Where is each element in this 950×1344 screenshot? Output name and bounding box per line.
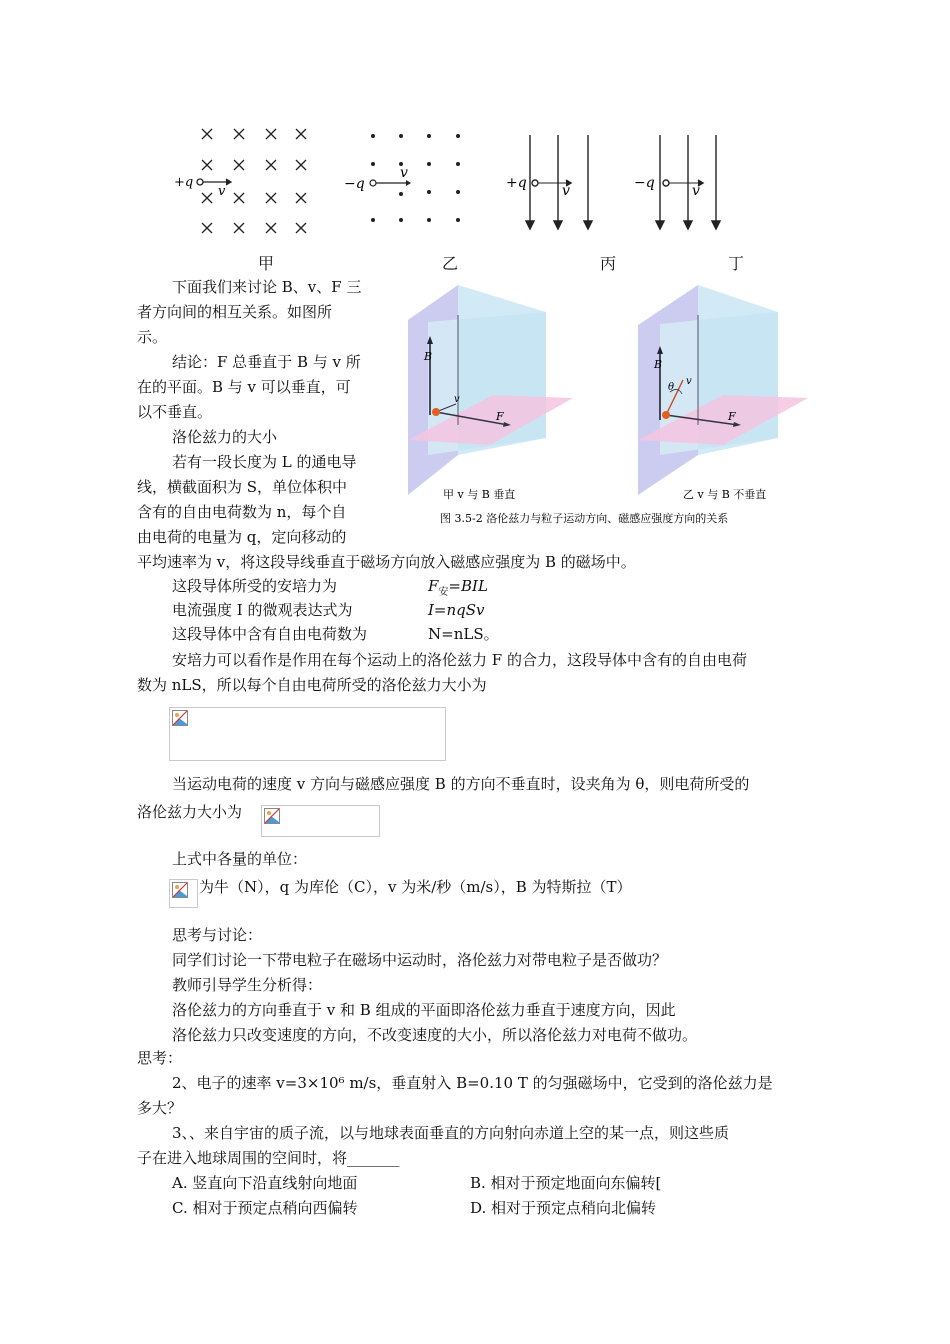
row-charges-value: N=nLS。: [428, 625, 499, 643]
para-4e: 平均速率为 v，将这段导线垂直于磁场方向放入磁感应强度为 B 的磁场中。: [137, 553, 636, 571]
svg-text:v: v: [400, 165, 408, 181]
para-13: 洛伦兹力只改变速度的方向，不改变速度的大小，所以洛伦兹力对电荷不做功。: [172, 1026, 698, 1044]
svg-text:v: v: [454, 394, 460, 405]
para-5b: 数为 nLS，所以每个自由电荷所受的洛伦兹力大小为: [137, 676, 487, 694]
caption-ding: 丁: [728, 254, 745, 273]
para-5a: 安培力可以看作是作用在每个运动上的洛伦兹力 F 的合力，这段导体中含有的自由电荷: [172, 651, 747, 669]
svg-text:v: v: [562, 183, 570, 199]
row-current-value: I=nqSv: [428, 601, 485, 619]
para-2b: 在的平面。B 与 v 可以垂直，可: [137, 378, 351, 396]
svg-text:θ: θ: [668, 382, 675, 393]
broken-image-icon: [172, 710, 188, 726]
para-4b: 线，横截面积为 S，单位体积中: [137, 478, 348, 496]
para-14: 思考：: [137, 1049, 183, 1067]
para-7: 上式中各量的单位：: [172, 850, 308, 868]
para-2c: 以不垂直。: [137, 403, 213, 421]
svg-text:B: B: [654, 358, 663, 371]
option-b: B. 相对于预定地面向东偏转[: [470, 1174, 662, 1192]
caption-right: 乙 v 与 B 不垂直: [683, 488, 767, 501]
para-4c: 含有的自由电荷数为 n，每个自: [137, 503, 347, 521]
figure-jia: [197, 129, 306, 233]
para-10: 同学们讨论一下带电粒子在磁场中运动时，洛伦兹力对带电粒子是否做功？: [172, 951, 668, 969]
option-d: D. 相对于预定点稍向北偏转: [470, 1199, 657, 1217]
figure-caption: 图 3.5-2 洛伦兹力与粒子运动方向、磁感应强度方向的关系: [440, 512, 729, 525]
svg-text:B: B: [424, 350, 433, 363]
row-ampere-label: 这段导体所受的安培力为: [172, 577, 338, 595]
symbol-image-placeholder: [169, 879, 198, 908]
svg-text:v: v: [692, 183, 700, 199]
option-a: A. 竖直向下沿直线射向地面: [172, 1174, 358, 1192]
para-4a: 若有一段长度为 L 的通电导: [172, 453, 357, 471]
question-3b: 子在进入地球周围的空间时，将_______: [137, 1149, 400, 1167]
para-9: 思考与讨论：: [172, 926, 263, 944]
question-3a: 3、、来自宇宙的质子流，以与地球表面垂直的方向射向赤道上空的某一点，则这些质: [172, 1124, 730, 1142]
para-6a: 当运动电荷的速度 v 方向与磁感应强度 B 的方向不垂直时，设夹角为 θ，则电荷所受的: [172, 775, 750, 793]
caption-yi: 乙: [442, 254, 459, 273]
figure-ding: [656, 135, 720, 229]
para-1c: 示。: [137, 328, 168, 346]
row-ampere-value: $F_安=BIL$: [428, 577, 488, 598]
label-minus-q: −q: [344, 176, 365, 192]
label-v: v: [218, 184, 226, 199]
diagram-left: [408, 285, 573, 495]
svg-text:F: F: [728, 410, 736, 423]
svg-text:F: F: [496, 410, 504, 423]
figure-bing: [526, 135, 592, 229]
para-4d: 由电荷的电量为 q，定向移动的: [137, 528, 347, 546]
svg-text:−q: −q: [634, 175, 655, 191]
label-plus-q: +q: [174, 175, 194, 190]
caption-bing: 丙: [600, 254, 617, 273]
lorentz-3d-figure: [398, 280, 818, 530]
svg-text:+q: +q: [506, 175, 527, 191]
formula-image-placeholder-2: [261, 805, 380, 837]
row-charges-label: 这段导体中含有自由电荷数为: [172, 625, 368, 643]
broken-image-icon: [264, 808, 280, 824]
caption-jia: 甲: [258, 254, 275, 273]
top-figures: [160, 115, 760, 245]
formula-image-placeholder: [169, 707, 446, 761]
svg-text:v: v: [686, 376, 692, 387]
broken-image-icon: [172, 882, 188, 898]
row-current-label: 电流强度 I 的微观表达式为: [172, 601, 353, 619]
caption-left: 甲 v 与 B 垂直: [443, 488, 516, 501]
section-heading: 洛伦兹力的大小: [172, 428, 278, 446]
para-1a: 下面我们来讨论 B、v、F 三: [172, 278, 362, 296]
para-11: 教师引导学生分析得：: [172, 976, 323, 994]
question-2a: 2、电子的速率 v=3×10⁶ m/s，垂直射入 B=0.10 T 的匀强磁场中，它受到的洛伦兹力是: [172, 1074, 773, 1092]
para-8-units: 为牛（N），q 为库伦（C），v 为米/秒（m/s），B 为特斯拉（T）: [199, 878, 632, 896]
para-12: 洛伦兹力的方向垂直于 v 和 B 组成的平面即洛伦兹力垂直于速度方向，因此: [172, 1001, 676, 1019]
para-2a: 结论：F 总垂直于 B 与 v 所: [172, 353, 361, 371]
question-2b: 多大？: [137, 1099, 183, 1117]
diagram-right: [638, 285, 808, 495]
cross-marks: [202, 129, 306, 233]
figure-yi: [370, 134, 460, 222]
para-1b: 者方向间的相互关系。如图所: [137, 303, 333, 321]
para-6b: 洛伦兹力大小为: [137, 803, 243, 821]
option-c: C. 相对于预定点稍向西偏转: [172, 1199, 358, 1217]
